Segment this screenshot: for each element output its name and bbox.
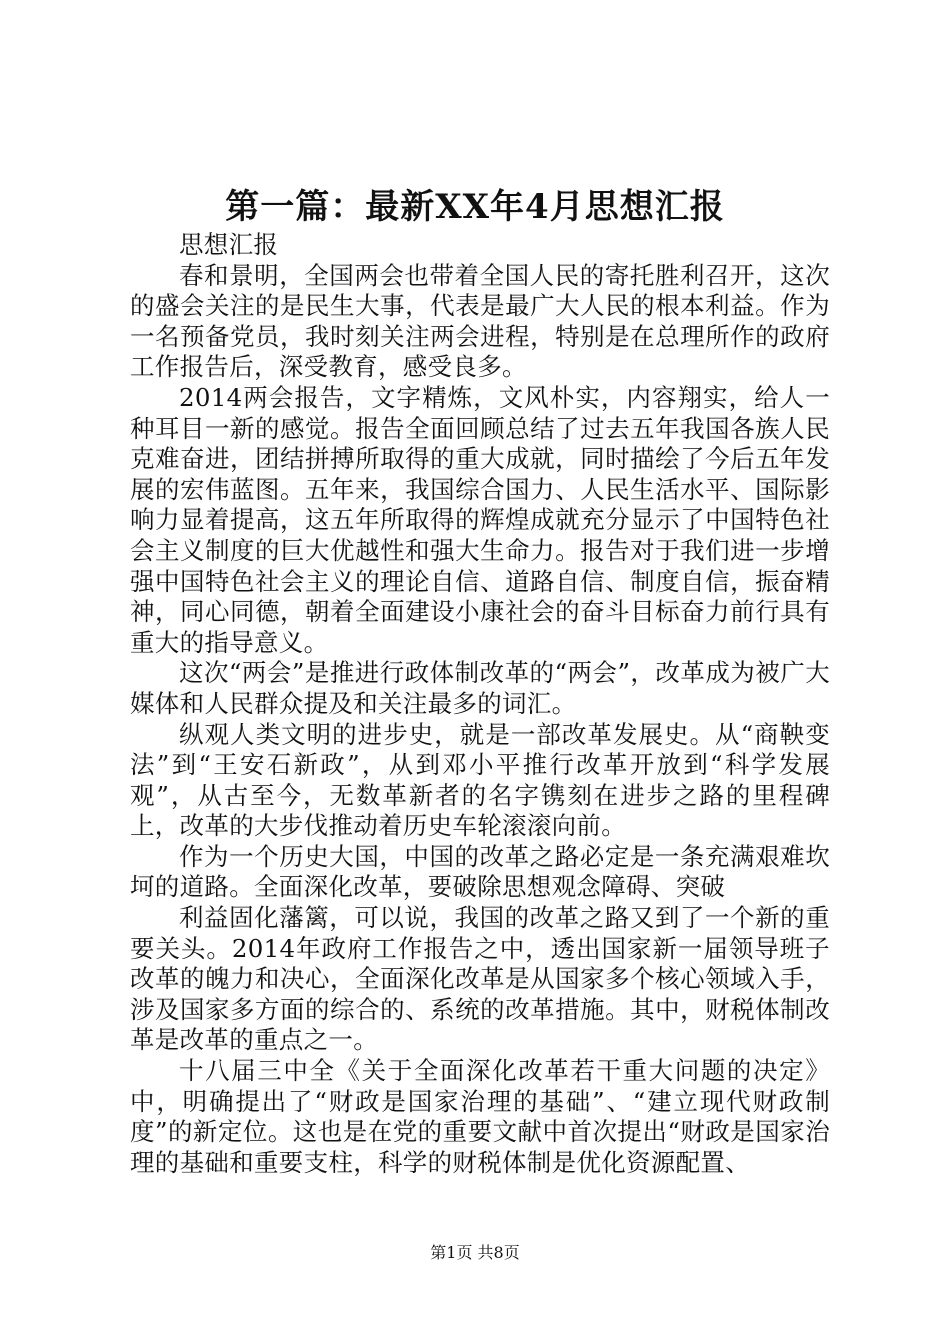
document-body — [130, 230, 830, 1178]
paragraph: 思想汇报 — [179, 230, 279, 259]
paragraph: 十八届三中全《关于全面深化改革若干重大问题的决定》中，明确提出了“财政是国家治理的基础”、“建立现代财政制度”的新定位。这也是在党的重要文献中首次提出“财政是国家治理的基础和重要支柱，科学的财税体制是优化资源配置、 — [130, 1056, 830, 1177]
paragraph: 春和景明，全国两会也带着全国人民的寄托胜利召开，这次的盛会关注的是民生大事，代表是最广大人民的根本利益。作为一名预备党员，我时刻关注两会进程，特别是在总理所作的政府工作报告后，深受教育，感受良多。 — [130, 260, 830, 382]
document-title: 第一篇：最新XX年4月思想汇报 — [225, 187, 725, 227]
paragraph: 纵观人类文明的进步史，就是一部改革发展史。从“商鞅变法”到“王安石新政”，从到邓小平推行改革开放到“科学发展观”，从古至今，无数革新者的名字镌刻在进步之路的里程碑上，改革的大步伐推动着历史车轮滚滚向前。 — [130, 719, 830, 841]
paragraph: 这次“两会”是推进行政体制改革的“两会”，改革成为被广大媒体和人民群众提及和关注最多的词汇。 — [130, 658, 830, 718]
page-number-footer: 第1页 共8页 — [430, 1243, 520, 1262]
paragraph: 2014两会报告，文字精炼，文风朴实，内容翔实，给人一种耳目一新的感觉。报告全面回顾总结了过去五年我国各族人民克难奋进，团结拼搏所取得的重大成就，同时描绘了今后五年发展的宏伟蓝图。五年来，我国综合国力、人民生活水平、国际影响力显着提高，这五年所取得的辉煌成就充分显示了中国特色社会主义制度的巨大优越性和强大生命力。报告对于我们进一步增强中国特色社会主义的理论自信、道路自信、制度自信，振奋精神，同心同德，朝着全面建设小康社会的奋斗目标奋力前行具有重大的指导意义。 — [130, 382, 830, 657]
paragraph: 利益固化藩篱，可以说，我国的改革之路又到了一个新的重要关头。2014年政府工作报告之中，透出国家新一届领导班子改革的魄力和决心，全面深化改革是从国家多个核心领域入手，涉及国家多方面的综合的、系统的改革措施。其中，财税体制改革是改革的重点之一。 — [130, 903, 830, 1055]
paragraph: 作为一个历史大国，中国的改革之路必定是一条充满艰难坎坷的道路。全面深化改革，要破除思想观念障碍、突破 — [130, 841, 830, 902]
